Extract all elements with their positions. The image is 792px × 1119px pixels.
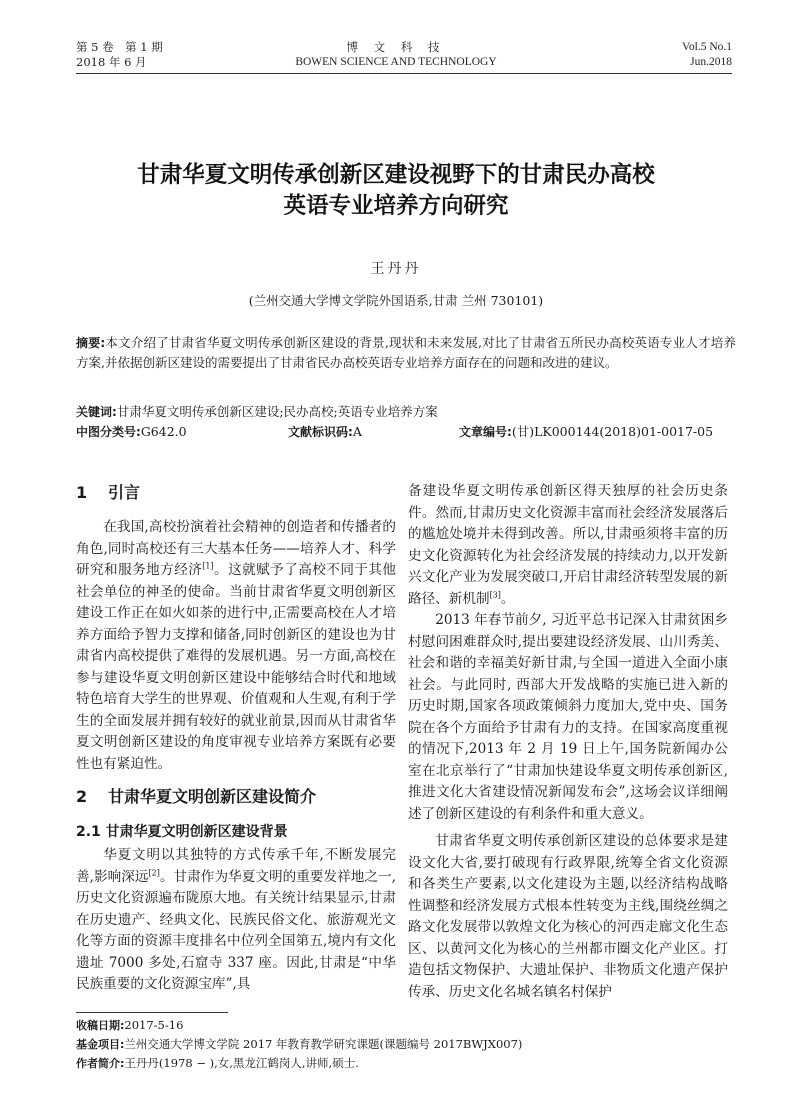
paragraph-text: 。甘肃作为华夏文明的重要发祥地之一,历史文化资源遍布陇原大地。有关统计结果显示,甘肃在历史遗产、经典文化、民族民俗文化、旅游观光文化等方面的资源丰度排名中位列全国第五,境内有文化遗址 7000 多处,石窟寺 337 座。因此,甘肃是“中华民族重要的文化资源宝库”,具 xyxy=(76,868,396,992)
paragraph-text: 。这就赋予了高校不同于其他社会单位的神圣的使命。当前甘肃省华夏文明创新区建设工作正在如火如荼的进行中,正需要高校在人才培养方面给予智力支撑和储备,同时创新区的建设也为甘肃省内高校提供了难得的发展机遇。另一方面,高校在参与建设华夏文明创新区建设中能够结合时代和地域特色培育大学生的世界观、价值观和人生观,有利于学生的全面发展并拥有较好的就业前景,因而从甘肃省华夏文明创新区建设的角度审视专业培养方案既有必要性也有紧迫性。 xyxy=(76,562,397,772)
author-bio xyxy=(76,1054,736,1073)
paragraph-text: 备建设华夏文明传承创新区得天独厚的社会历史条件。然而,甘肃历史文化资源丰富而社会经济发展落后的尴尬处境并未得到改善。所以,甘肃亟须将丰富的历史文化资源转化为社会经济发展的持续动力,以开发新兴文化产业为发展突破口,开启甘肃经济转型发展的新路径、新机制 xyxy=(408,483,728,607)
subsection-heading-2-1: 2.1 甘肃华夏文明创新区建设背景 xyxy=(76,824,288,840)
section-heading-2 xyxy=(76,785,396,809)
section-number: 1 xyxy=(76,483,88,502)
doc-code-label: 文献标识码: xyxy=(288,425,353,439)
journal-name-cn: 博 文 科 技 xyxy=(346,40,446,54)
author-name: 王丹丹 xyxy=(370,261,422,277)
clc-label: 中图分类号: xyxy=(76,425,141,439)
paragraph: 甘肃省华夏文明传承创新区建设的总体要求是建设文化大省,要打破现有行政界限,统筹全省文化资源和各类生产要素,以文化建设为主题,以经济结构战略性调整和经济发展方式根本性转变为主线,围绕丝绸之路文化发展带以敦煌文化为核心的河西走廊文化生态区、以黄河文化为核心的兰州都市圈文化产业区。打造包括文物保护、大遗址保护、非物质文化遗产保护传承、历史文化名城名镇名村保护 xyxy=(408,833,728,1000)
body-column-left xyxy=(76,481,396,996)
paragraph: 2013 年春节前夕, 习近平总书记深入甘肃贫困乡村慰问困难群众时,提出要建设经济发展、山川秀美、社会和谐的幸福美好新甘肃,与全国一道进入全面小康社会。与此同时, 西部大开发战略的实施已进入新的历史时期,国家各项政策倾斜力度加大,党中央、国务院在各个方面给予甘肃有力的支持。在国家高度重视的情况下,2013 年 2 月 19 日上午,国务院新闻办公室在北京举行了“甘肃加快建设华夏文明传承创新区, 推进文化大省建设情况新闻发布会”,这场会议详细阐述了创新区建设的有利条件和重大意义。 xyxy=(408,612,728,822)
footnote-rule xyxy=(76,1012,228,1013)
article-number xyxy=(459,423,713,441)
clc-number xyxy=(76,423,187,441)
section-heading-1 xyxy=(76,481,396,505)
article-number-value: (甘)LK000144(2018)01-0017-05 xyxy=(511,424,714,439)
article-number-label: 文章编号: xyxy=(459,425,512,439)
section-title: 引言 xyxy=(108,483,141,502)
paragraph-text: 在我国,高校扮演着社会精神的创造者和传播者的角色,同时高校还有三大基本任务——培养人才、科学研究和服务地方经济 xyxy=(76,519,396,578)
author-bio-label: 作者简介: xyxy=(76,1057,125,1070)
section-title: 甘肃华夏文明创新区建设简介 xyxy=(108,787,317,806)
citation-ref: [2] xyxy=(148,867,160,877)
document-code xyxy=(288,423,362,441)
publication-date: 2018 年 6 月 xyxy=(76,55,147,69)
abstract-label: 摘要: xyxy=(76,336,106,350)
abstract xyxy=(76,333,736,372)
volume-issue: 第 5 卷 第 1 期 xyxy=(76,40,163,54)
doc-code-value: A xyxy=(352,424,362,439)
footnote xyxy=(76,1016,736,1073)
keywords xyxy=(76,403,736,421)
paragraph xyxy=(76,517,396,775)
fund-project xyxy=(76,1035,736,1054)
running-header-center xyxy=(0,40,792,70)
received-date xyxy=(76,1016,736,1035)
body-column-right xyxy=(408,481,728,1003)
volume-issue-en: Vol.5 No.1 xyxy=(682,41,732,53)
section-number: 2 xyxy=(76,787,88,806)
citation-ref: [1] xyxy=(202,561,214,571)
clc-value: G642.0 xyxy=(140,424,187,439)
publication-date-en: Jun.2018 xyxy=(690,56,732,68)
paragraph-text: 。 xyxy=(500,590,515,607)
keywords-label: 关键词: xyxy=(76,405,117,419)
article-title xyxy=(0,160,792,222)
paragraph xyxy=(76,845,396,996)
citation-ref: [3] xyxy=(489,589,501,599)
header-rule xyxy=(76,73,732,74)
author-affiliation: (兰州交通大学博文学院外国语系,甘肃 兰州 730101) xyxy=(248,293,544,308)
fund-project-label: 基金项目: xyxy=(76,1038,125,1051)
article-title-line2: 英语专业培养方向研究 xyxy=(283,193,509,219)
running-header-right xyxy=(682,40,732,70)
article-title-line1: 甘肃华夏文明传承创新区建设视野下的甘肃民办高校 xyxy=(137,162,655,188)
keywords-text: 甘肃华夏文明传承创新区建设;民办高校;英语专业培养方案 xyxy=(116,404,438,419)
received-date-label: 收稿日期: xyxy=(76,1019,125,1032)
paragraph xyxy=(408,481,728,610)
abstract-text: 本文介绍了甘肃省华夏文明传承创新区建设的背景,现状和未来发展,对比了甘肃省五所民办高校英语专业人才培养方案,并依据创新区建设的需要提出了甘肃省民办高校英语专业培养方面存在的问题和改进的建议。 xyxy=(76,335,736,370)
journal-name-en: BOWEN SCIENCE AND TECHNOLOGY xyxy=(295,56,497,68)
received-date-value: 2017-5-16 xyxy=(124,1018,184,1032)
author-bio-value: 王丹丹(1978 − ),女,黑龙江鹤岗人,讲师,硕士. xyxy=(124,1056,359,1070)
fund-project-value: 兰州交通大学博文学院 2017 年教育教学研究课题(课题编号 2017BWJX007) xyxy=(124,1037,523,1051)
paragraph-text: 华夏文明以其独特的方式传承千年,不断发展完善,影响深远 xyxy=(76,847,396,885)
